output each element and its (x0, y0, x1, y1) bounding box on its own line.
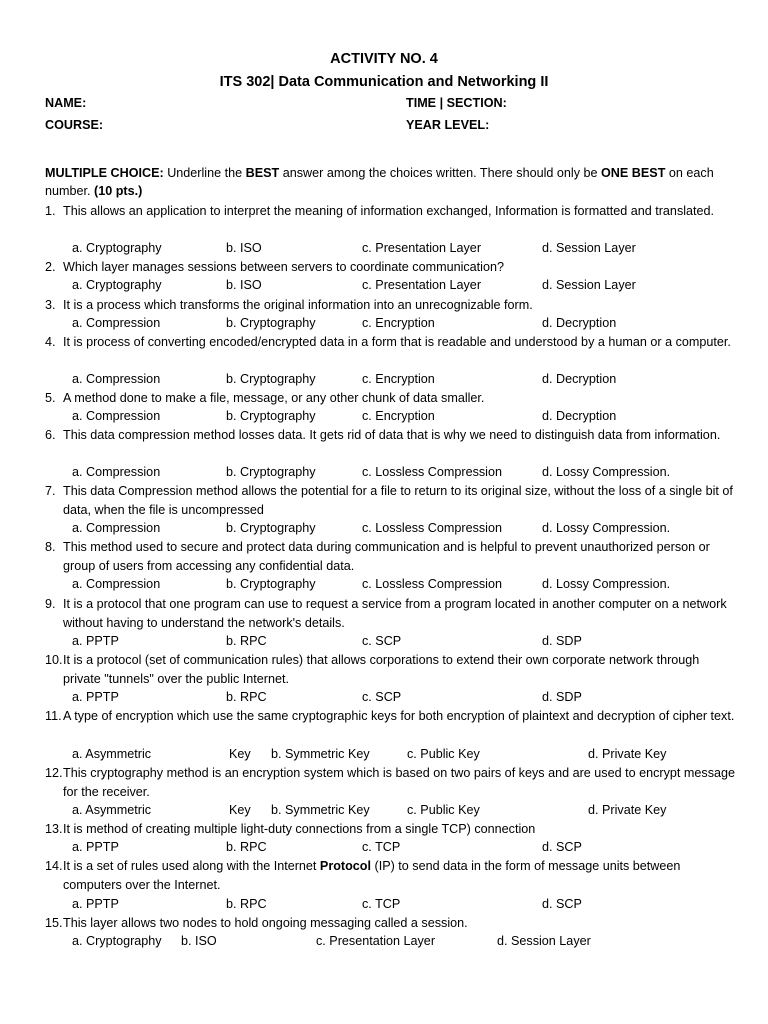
option-a: a. Cryptography (72, 934, 162, 948)
option-a: a. Cryptography (72, 278, 162, 292)
option-a: a. Compression (72, 409, 161, 423)
option-d: d. Session Layer (542, 278, 636, 292)
question-number: 3. (45, 298, 56, 312)
question-text: It is a process which transforms the original information into an unrecognizable form. (63, 298, 533, 312)
option-d: d. Lossy Compression. (542, 577, 671, 591)
question-text: This data Compression method allows the potential for a file to return to its original size, without the loss of a single bit of data, when the file is uncompressed (63, 484, 733, 517)
option-b: b. RPC (226, 897, 267, 911)
option-a: a. PPTP (72, 840, 119, 854)
option-a-suffix: Key (229, 803, 251, 817)
question-text: This layer allows two nodes to hold ongoing messaging called a session. (63, 916, 468, 930)
question-text: It is a protocol (set of communication rules) that allows corporations to extend their own corporate network through private "tunnels" over the public Internet. (63, 653, 700, 686)
question-2 (45, 258, 735, 292)
instructions-text-3: on each number. (45, 166, 714, 198)
answer-options (45, 463, 765, 481)
instructions-one-best: ONE BEST (601, 166, 666, 180)
option-b: b. Symmetric Key (271, 747, 370, 761)
option-b: b. Cryptography (226, 372, 316, 386)
option-a: a. Asymmetric (72, 747, 152, 761)
option-c: c. SCP (362, 634, 402, 648)
option-a-suffix: Key (229, 747, 251, 761)
answer-options (45, 801, 765, 819)
option-d: d. Private Key (588, 803, 667, 817)
question-12 (45, 764, 736, 817)
question-text: Which layer manages sessions between servers to coordinate communication? (63, 260, 504, 274)
option-d: d. SDP (542, 690, 582, 704)
option-a: a. Compression (72, 372, 161, 386)
course-label: COURSE: (45, 118, 104, 132)
option-a: a. Compression (72, 465, 161, 479)
question-number: 5. (45, 391, 56, 405)
question-text-protocol: Protocol (319, 859, 371, 873)
option-b: b. ISO (226, 241, 262, 255)
option-c: c. Public Key (407, 803, 480, 817)
option-c: c. Public Key (407, 747, 480, 761)
instructions-lead: MULTIPLE CHOICE: (45, 166, 164, 180)
answer-options (45, 838, 765, 856)
option-c: c. Encryption (362, 372, 435, 386)
question-text-part-3: (IP) to send data in the form of message units between computers over the Internet. (63, 859, 681, 892)
question-6 (45, 426, 735, 479)
answer-options (45, 519, 765, 537)
option-b: b. ISO (226, 278, 262, 292)
question-11 (45, 707, 735, 761)
answer-options (45, 370, 765, 388)
question-14 (45, 857, 735, 911)
option-d: d. Private Key (588, 747, 667, 761)
instructions-best: BEST (245, 166, 280, 180)
question-8 (45, 538, 735, 591)
name-label: NAME: (45, 96, 87, 110)
question-number: 7. (45, 484, 56, 498)
question-number: 6. (45, 428, 56, 442)
option-d: d. Session Layer (497, 934, 591, 948)
question-text-part-1: It is a set of rules used along with the Internet (63, 859, 320, 873)
question-number: 11. (45, 709, 62, 723)
question-3 (45, 296, 735, 330)
question-number: 8. (45, 540, 56, 554)
option-d: d. Session Layer (542, 241, 636, 255)
option-c: c. Presentation Layer (316, 934, 436, 948)
question-number: 10. (45, 653, 63, 667)
answer-options (45, 314, 765, 332)
option-c: c. Encryption (362, 409, 435, 423)
time-section-label: TIME | SECTION: (406, 96, 507, 110)
question-number: 4. (45, 335, 56, 349)
option-d: d. Decryption (542, 316, 617, 330)
question-7 (45, 482, 735, 535)
answer-options (45, 932, 765, 950)
instructions-points: (10 pts.) (94, 184, 143, 198)
question-number: 2. (45, 260, 56, 274)
option-d: d. Decryption (542, 409, 617, 423)
answer-options (45, 688, 765, 706)
option-b: b. Cryptography (226, 521, 316, 535)
instructions-text-2: answer among the choices written. There should only be (279, 166, 602, 180)
question-13 (45, 820, 735, 854)
answer-options (45, 276, 765, 294)
question-10 (45, 651, 735, 704)
option-c: c. Lossless Compression (362, 577, 502, 591)
question-15 (45, 914, 735, 948)
option-a: a. Cryptography (72, 241, 162, 255)
question-1 (45, 202, 735, 255)
option-a: a. Compression (72, 316, 161, 330)
page-title: ACTIVITY NO. 4 (330, 51, 438, 67)
question-number: 13. (45, 822, 63, 836)
option-b: b. Cryptography (226, 316, 316, 330)
option-d: d. Lossy Compression. (542, 465, 671, 479)
answer-options (45, 407, 765, 425)
question-text (45, 857, 735, 894)
option-a: a. Compression (72, 577, 161, 591)
option-a: a. PPTP (72, 690, 119, 704)
option-b: b. ISO (181, 934, 217, 948)
question-4 (45, 333, 735, 386)
question-text: This allows an application to interpret the meaning of information exchanged, Information is formatted and translated. (63, 204, 715, 218)
option-c: c. Lossless Compression (362, 521, 502, 535)
option-c: c. Encryption (362, 316, 435, 330)
answer-options (45, 895, 765, 913)
question-text: This data compression method losses data. It gets rid of data that is why we need to distinguish data from information. (63, 428, 721, 442)
question-text: This cryptography method is an encryption system which is based on two pairs of keys and are used to encrypt message for the receiver. (63, 766, 736, 799)
option-b: b. Cryptography (226, 577, 316, 591)
option-a: a. PPTP (72, 897, 119, 911)
option-c: c. SCP (362, 690, 402, 704)
question-number: 1. (45, 204, 56, 218)
question-number: 14. (45, 859, 63, 873)
question-number: 15. (45, 916, 63, 930)
option-d: d. SCP (542, 840, 582, 854)
option-d: d. Lossy Compression. (542, 521, 671, 535)
option-b: b. RPC (226, 690, 267, 704)
answer-options (45, 575, 765, 593)
question-text: A method done to make a file, message, or any other chunk of data smaller. (63, 391, 485, 405)
question-5 (45, 389, 735, 423)
answer-options (45, 632, 765, 650)
option-d: d. SDP (542, 634, 582, 648)
question-text: It is process of converting encoded/encrypted data in a form that is readable and understood by a human or a computer. (63, 335, 731, 349)
question-number: 12. (45, 766, 63, 780)
question-text: This method used to secure and protect data during communication and is helpful to prevent unauthorized person or group of users from accessing any confidential data. (63, 540, 710, 573)
option-c: c. Presentation Layer (362, 278, 482, 292)
option-b: b. RPC (226, 634, 267, 648)
option-c: c. Presentation Layer (362, 241, 482, 255)
option-b: b. RPC (226, 840, 267, 854)
question-text: It is a protocol that one program can use to request a service from a program located in another computer on a network without having to understand the network's details. (63, 597, 727, 630)
option-d: d. Decryption (542, 372, 617, 386)
question-9 (45, 595, 735, 648)
option-b: b. Cryptography (226, 409, 316, 423)
option-c: c. TCP (362, 840, 401, 854)
question-text: It is method of creating multiple light-duty connections from a single TCP) connection (63, 822, 536, 836)
option-b: b. Cryptography (226, 465, 316, 479)
instructions (45, 164, 735, 200)
option-a: a. Asymmetric (72, 803, 152, 817)
course-subtitle: ITS 302| Data Communication and Networking II (219, 74, 549, 90)
option-d: d. SCP (542, 897, 582, 911)
option-b: b. Symmetric Key (271, 803, 370, 817)
option-a: a. PPTP (72, 634, 119, 648)
question-text: A type of encryption which use the same cryptographic keys for both encryption of plaintext and decryption of cipher text. (63, 709, 735, 723)
option-c: c. TCP (362, 897, 401, 911)
question-number: 9. (45, 597, 56, 611)
option-c: c. Lossless Compression (362, 465, 502, 479)
instructions-text-1: Underline the (163, 166, 246, 180)
option-a: a. Compression (72, 521, 161, 535)
year-level-label: YEAR LEVEL: (406, 118, 490, 132)
answer-options (45, 745, 765, 763)
answer-options (45, 239, 765, 257)
